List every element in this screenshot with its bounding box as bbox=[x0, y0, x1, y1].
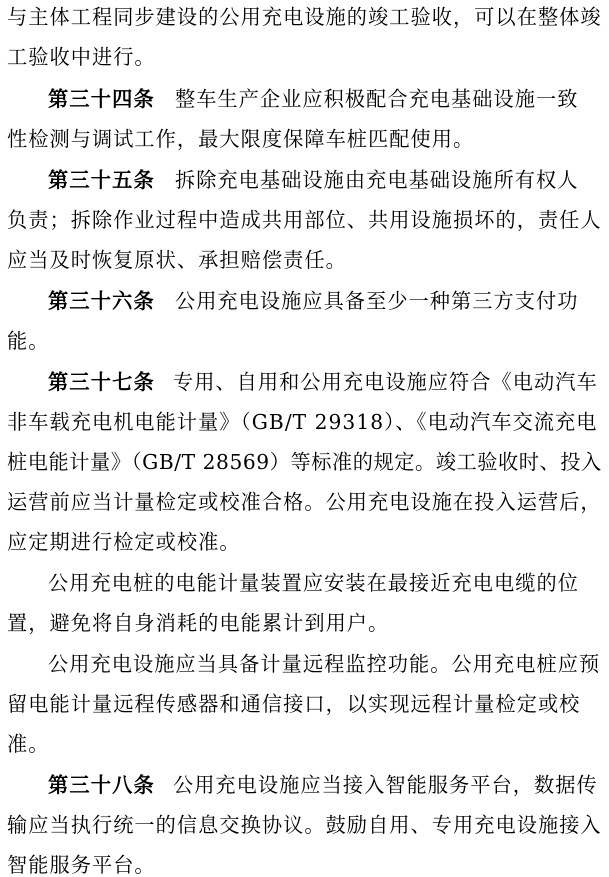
article-34-label: 第三十四条 bbox=[48, 87, 155, 111]
article-37-para3-line-1: 公用充电设施应当具备计量远程监控功能。公用充电桩应预 bbox=[48, 652, 601, 676]
article-34-line-2: 性检测与调试工作，最大限度保障车桩匹配使用。 bbox=[7, 127, 475, 151]
intro-line-2: 工验收中进行。 bbox=[7, 45, 156, 69]
article-38-line-3: 智能服务平台。 bbox=[7, 853, 156, 877]
article-37-line-2: 非车载充电机电能计量》（GB/T 29318）、《电动汽车交流充电 bbox=[7, 410, 598, 434]
article-37-text-1: 专用、自用和公用充电设施应符合《电动汽车 bbox=[172, 370, 598, 394]
article-37-para3-line-2: 留电能计量远程传感器和通信接口，以实现远程计量检定或校 bbox=[7, 692, 581, 716]
article-38-text-1: 公用充电设施应当接入智能服务平台，数据传 bbox=[172, 773, 598, 797]
article-37-line-4: 运营前应当计量检定或校准合格。公用充电设施在投入运营后， bbox=[7, 490, 602, 514]
article-37-label: 第三十七条 bbox=[48, 370, 155, 394]
article-34-line-1 bbox=[48, 87, 578, 111]
article-35-text-1: 拆除充电基础设施由充电基础设施所有权人 bbox=[174, 168, 579, 192]
article-38-label: 第三十八条 bbox=[48, 773, 155, 797]
article-35-label: 第三十五条 bbox=[48, 168, 155, 192]
article-34-text-1: 整车生产企业应积极配合充电基础设施一致 bbox=[174, 87, 579, 111]
article-37-line-3: 桩电能计量》（GB/T 28569）等标准的规定。竣工验收时、投入 bbox=[7, 450, 602, 474]
article-37-line-5: 应定期进行检定或校准。 bbox=[7, 530, 241, 554]
article-37-line-1 bbox=[48, 370, 598, 394]
article-36-label: 第三十六条 bbox=[48, 289, 155, 313]
article-35-line-2: 负责；拆除作业过程中造成共用部位、共用设施损坏的，责任人 bbox=[7, 208, 602, 232]
article-36-line-2: 能。 bbox=[7, 329, 50, 353]
article-38-line-2: 输应当执行统一的信息交换协议。鼓励自用、专用充电设施接入 bbox=[7, 813, 602, 837]
article-37-para3-line-3: 准。 bbox=[7, 732, 50, 756]
article-36-line-1 bbox=[48, 289, 578, 313]
intro-line-1: 与主体工程同步建设的公用充电设施的竣工验收，可以在整体竣 bbox=[7, 5, 602, 29]
article-35-line-1 bbox=[48, 168, 578, 192]
article-36-text-1: 公用充电设施应具备至少一种第三方支付功 bbox=[174, 289, 579, 313]
article-38-line-1 bbox=[48, 773, 598, 797]
article-37-para2-line-2: 置，避免将自身消耗的电能累计到用户。 bbox=[7, 611, 390, 635]
article-37-para2-line-1: 公用充电桩的电能计量装置应安装在最接近充电电缆的位 bbox=[48, 571, 579, 595]
article-35-line-3: 应当及时恢复原状、承担赔偿责任。 bbox=[7, 248, 347, 272]
